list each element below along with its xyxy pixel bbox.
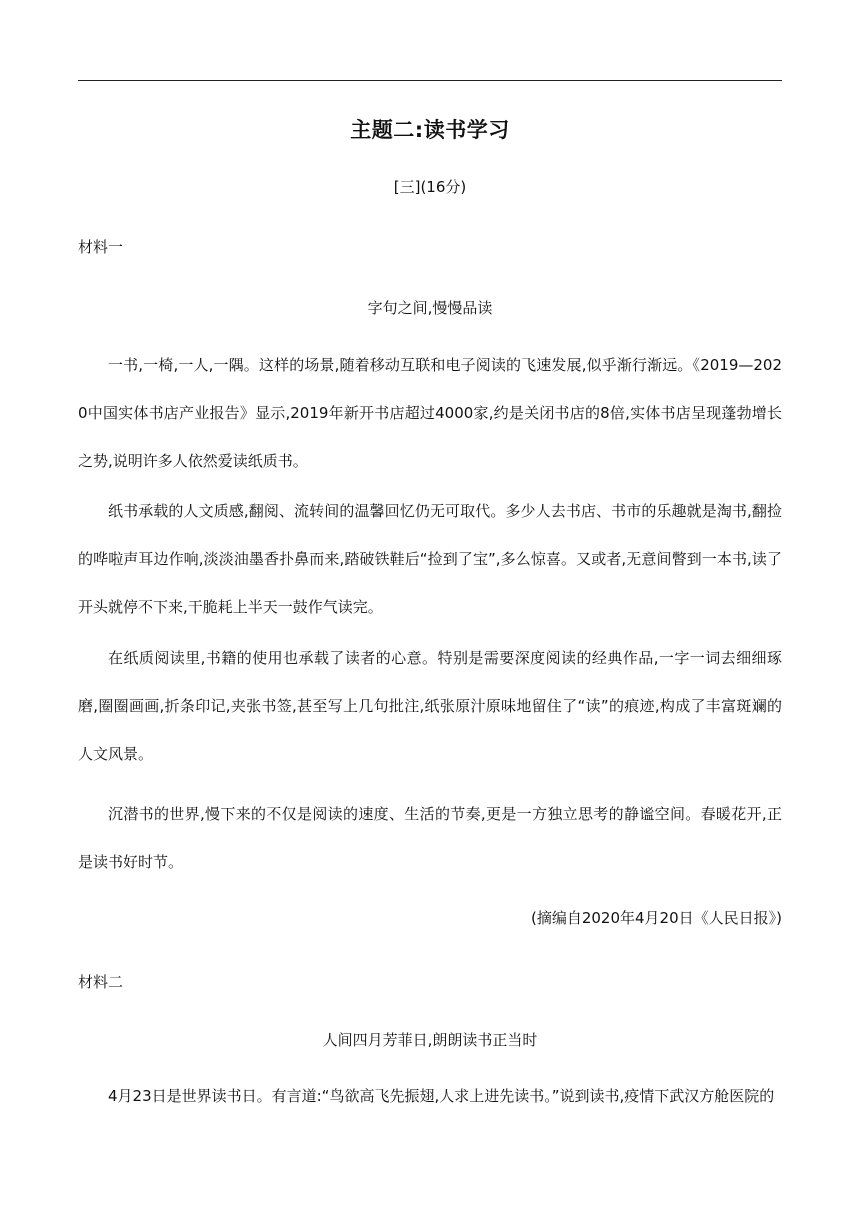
- material1-paragraph-3: 在纸质阅读里,书籍的使用也承载了读者的心意。特别是需要深度阅读的经典作品,一字一词去细细琢磨,圈圈画画,折条印记,夹张书签,甚至写上几句批注,纸张原汁原味地留住了“读”的痕迹,构成了丰富斑斓的人文风景。: [78, 649, 782, 763]
- header-rule: [78, 80, 782, 81]
- material1-label: 材料一: [78, 238, 124, 256]
- material1-paragraph-2: 纸书承载的人文质感,翻阅、流转间的温馨回忆仍无可取代。多少人去书店、书市的乐趣就是淘书,翻捡的哗啦声耳边作响,淡淡油墨香扑鼻而来,踏破铁鞋后“捡到了宝”,多么惊喜。又或者,无意间瞥到一本书,读了开头就停不下来,干脆耗上半天一鼓作气读完。: [78, 502, 782, 616]
- material2-paragraph-1: 4月23日是世界读书日。有言道:“鸟欲高飞先振翅,人求上进先读书。”说到读书,疫情下武汉方舱医院的: [108, 1087, 775, 1105]
- material1-paragraph-4: 沉潜书的世界,慢下来的不仅是阅读的速度、生活的节奏,更是一方独立思考的静谧空间。春暖花开,正是读书好时节。: [78, 805, 782, 871]
- material1-source: (摘编自2020年4月20日《人民日报》): [530, 909, 782, 927]
- section-score: [三](16分): [393, 178, 467, 196]
- material1-paragraph-1: 一书,一椅,一人,一隅。这样的场景,随着移动互联和电子阅读的飞速发展,似乎渐行渐远。《2019—2020中国实体书店产业报告》显示,2019年新开书店超过4000家,约是关闭书店的8倍,实体书店呈现蓬勃增长之势,说明许多人依然爱读纸质书。: [78, 356, 782, 470]
- material2-label: 材料二: [78, 973, 124, 991]
- material1-heading: 字句之间,慢慢品读: [367, 299, 493, 317]
- material2-heading: 人间四月芳菲日,朗朗读书正当时: [322, 1031, 538, 1049]
- page-title: 主题二:读书学习: [350, 118, 510, 142]
